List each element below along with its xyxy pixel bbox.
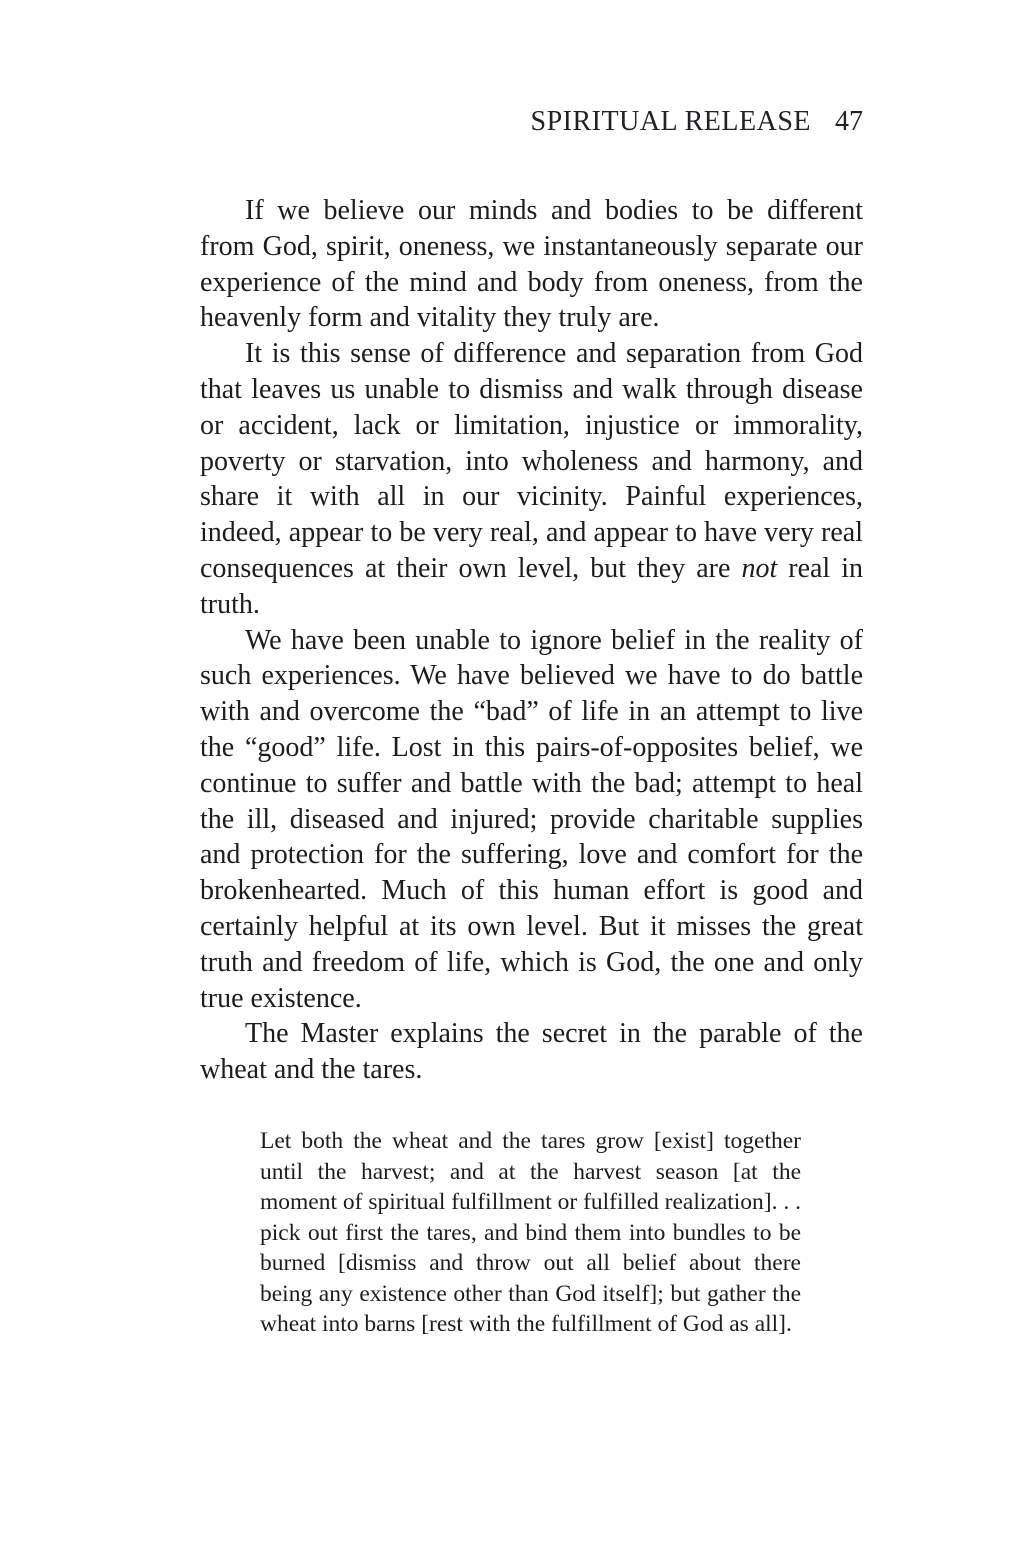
paragraph-2-emphasis: not (741, 552, 778, 584)
paragraph-4: The Master explains the secret in the parable of the wheat and the tares. (200, 1018, 863, 1086)
page-number: 47 (835, 106, 863, 137)
paragraph-2-text: It is this sense of difference and separation from God that leaves us unable to dismiss and walk through disease or accident, lack or limitation, injustice or immorality, poverty or starvation, into wholeness and harmony, and share it with all in our vicinity. Painful experiences, indeed, appear to be very real, and appear to have very real consequences at their own level, but they are (200, 338, 863, 584)
body-text (200, 193, 863, 1340)
running-header (200, 106, 863, 138)
block-quote: Let both the wheat and the tares grow [exist] together until the harvest; and at the harvest season [at the moment of spiritual fulfillment or fulfilled realization]. . . pick out first the tares, and bind them into bundles to be burned [dismiss and throw out all belief about there being any existence other than God itself]; but gather the wheat into barns [rest with the fulfillment of God as all]. (260, 1127, 802, 1338)
paragraph-2-text-end: real in truth. (200, 552, 864, 620)
paragraph-1: If we believe our minds and bodies to be different from God, spirit, oneness, we instantaneously separate our experience of the mind and body from oneness, from the heavenly form and vitality they truly are. (200, 195, 863, 334)
paragraph-2 (200, 336, 863, 622)
paragraph-3: We have been unable to ignore belief in the reality of such experiences. We have believed we have to do battle with and overcome the “bad” of life in an attempt to live the “good” life. Lost in this pairs-of-opposites belief, we continue to suffer and battle with the bad; attempt to heal the ill, diseased and injured; provide charitable supplies and protection for the suffering, love and comfort for the brokenhearted. Much of this human effort is good and certainly helpful at its own level. But it misses the great truth and freedom of life, which is God, the one and only true existence. (200, 624, 863, 1014)
running-title: SPIRITUAL RELEASE (530, 106, 811, 137)
